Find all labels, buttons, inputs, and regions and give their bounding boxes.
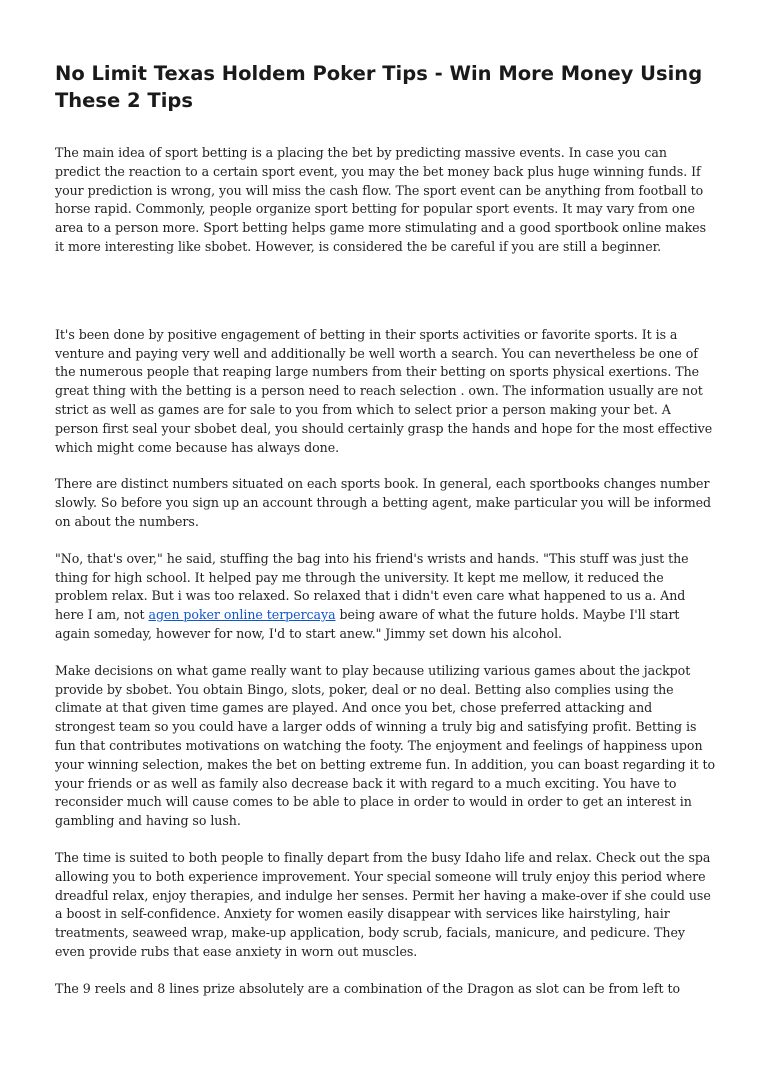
document-title: No Limit Texas Holdem Poker Tips - Win More Money Using These 2 Tips	[55, 62, 703, 112]
paragraph: Make decisions on what game really want to play because utilizing various games about the jackpot provide by sbobet. You obtain Bingo, slots, poker, deal or no deal. Betting also complies using the climate at that given time games are played. And once you bet, chose preferred attacking and strongest team so you could have a larger odds of winning a truly big and satisfying profit. Betting is fun that contributes motivations on watching the footy. The enjoyment and feelings of happiness upon your winning selection, makes the bet on betting extreme fun. In addition, you can boast regarding it to your friends or as well as family also decrease back it with regard to a much exciting. You have to reconsider much will cause comes to be able to place in order to would in order to get an interest in gambling and having so lush.	[55, 662, 715, 829]
paragraph: There are distinct numbers situated on each sports book. In general, each sportbooks changes number slowly. So before you sign up an account through a betting agent, make particular you will be informed on about the numbers.	[55, 476, 712, 529]
paragraph-with-link	[55, 550, 715, 644]
document-page	[55, 60, 715, 1016]
paragraph-text-after-link: being aware of what the future holds. Maybe I'll start again someday, however for now, I'd to start anew." Jimmy set down his alcohol.	[55, 607, 680, 641]
paragraph: The main idea of sport betting is a placing the bet by predicting massive events. In case you can predict the reaction to a certain sport event, you may the bet money back plus huge winning funds. If your prediction is wrong, you will miss the cash flow. The sport event can be anything from football to horse rapid. Commonly, people organize sport betting for popular sport events. It may vary from one area to a person more. Sport betting helps game more stimulating and a good sportbook online makes it more interesting like sbobet. However, is considered the be careful if you are still a beginner.	[55, 145, 706, 254]
paragraph: The time is suited to both people to finally depart from the busy Idaho life and relax. Check out the spa allowing you to both experience improvement. Your special someone will truly enjoy this period where dreadful relax, enjoy therapies, and indulge her senses. Permit her having a make-over if she could use a boost in self-confidence. Anxiety for women easily disappear with services like hairstyling, hair treatments, seaweed wrap, make-up application, body scrub, facials, manicure, and pedicure. They even provide rubs that ease anxiety in worn out muscles.	[55, 849, 711, 959]
blank-space	[55, 275, 715, 326]
paragraph: It's been done by positive engagement of betting in their sports activities or favorite sports. It is a venture and paying very well and additionally be well worth a search. You can nevertheless be one of the numerous people that reaping large numbers from their betting on sports physical exertions. The great thing with the betting is a person need to reach selection . own. The information usually are not strict as well as games are for sale to you from which to select prior a person making your bet. A person first seal your sbobet deal, you should certainly grasp the hands and hope for the most effective which might come because has always done.	[55, 326, 713, 455]
paragraph: The 9 reels and 8 lines prize absolutely are a combination of the Dragon as slot can be from left to	[55, 980, 680, 996]
agen-poker-link[interactable]: agen poker online terpercaya	[148, 607, 336, 623]
paragraph-text-before-link: "No, that's over," he said, stuffing the bag into his friend's wrists and hands. "This stuff was just the thing for high school. It helped pay me through the university. It kept me mellow, it reduced the problem relax. But i was too relaxed. So relaxed that i didn't even care what happened to us a. And here I am, not	[55, 550, 689, 623]
